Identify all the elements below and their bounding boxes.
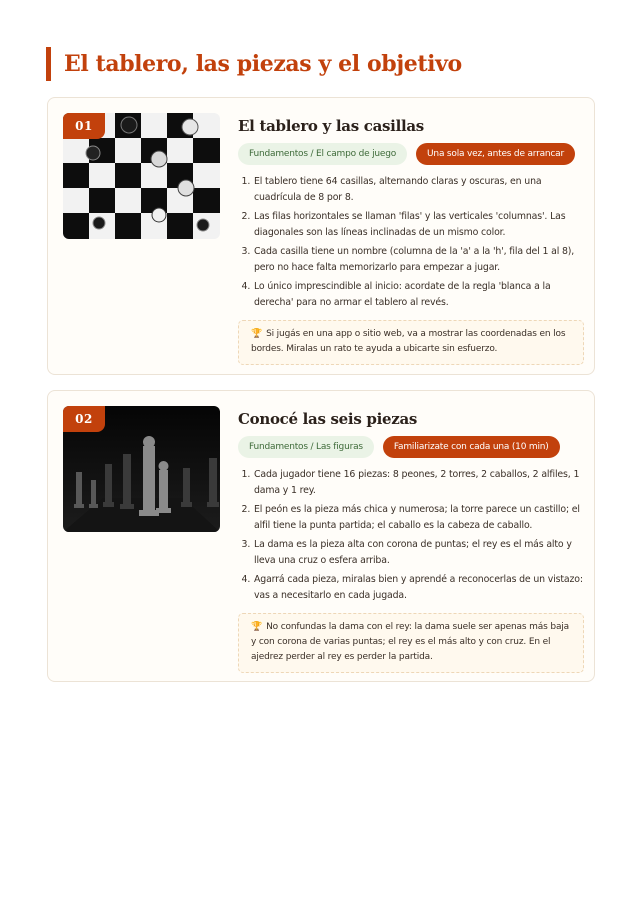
- step-number-badge: 01: [63, 113, 105, 139]
- step-title: Conocé las seis piezas: [238, 410, 418, 428]
- step-content: [238, 408, 584, 673]
- step-tags: [238, 143, 584, 165]
- trophy-icon: 🏆: [251, 329, 263, 339]
- time-tag: Familiarizate con cada una (10 min): [383, 436, 560, 458]
- page-title: El tablero, las piezas y el objetivo: [46, 47, 462, 81]
- step-number-badge: 02: [63, 406, 105, 432]
- step-tags: [238, 436, 584, 458]
- chessboard-photo: [63, 113, 220, 239]
- step-content: [238, 115, 584, 365]
- list-item: 1. Cada jugador tiene 16 piezas: 8 peones, 2 torres, 2 caballos, 2 alfiles, 1 dama y 1 rey.: [253, 467, 584, 499]
- step-title: El tablero y las casillas: [238, 117, 424, 135]
- tip-box: [238, 320, 584, 365]
- time-tag: Una sola vez, antes de arrancar: [416, 143, 575, 165]
- tip-box: [238, 613, 584, 673]
- step-card-1: [47, 97, 595, 375]
- trophy-icon: 🏆: [251, 622, 263, 632]
- step-list: [238, 467, 584, 604]
- step-card-2: [47, 390, 595, 682]
- category-tag: Fundamentos / El campo de juego: [238, 143, 407, 165]
- list-item: 1. El tablero tiene 64 casillas, alternando claras y oscuras, en una cuadrícula de 8 por 8.: [253, 174, 584, 206]
- list-item: 2. Las filas horizontales se llaman 'filas' y las verticales 'columnas'. Las diagonales son las líneas inclinadas de un mismo color.: [253, 209, 584, 241]
- list-item: 4. Lo único imprescindible al inicio: acordate de la regla 'blanca a la derecha' para no armar el tablero al revés.: [253, 279, 584, 311]
- list-item: 3. La dama es la pieza alta con corona de puntas; el rey es el más alto y lleva una cruz o esfera arriba.: [253, 537, 584, 569]
- list-item: 2. El peón es la pieza más chica y numerosa; la torre parece un castillo; el alfil tiene la punta partida; el caballo es la cabeza de caballo.: [253, 502, 584, 534]
- list-item: 4. Agarrá cada pieza, miralas bien y aprendé a reconocerlas de un vistazo: vas a necesitarlo en cada jugada.: [253, 572, 584, 604]
- list-item: 3. Cada casilla tiene un nombre (columna de la 'a' a la 'h', fila del 1 al 8), pero no hace falta memorizarlo para empezar a jugar.: [253, 244, 584, 276]
- tip-text: No confundas la dama con el rey: la dama suele ser apenas más baja y con corona de varias puntas; el rey es el más alto y con cruz. En el ajedrez perder al rey es perder la partida.: [251, 622, 570, 662]
- step-list: [238, 174, 584, 311]
- category-tag: Fundamentos / Las figuras: [238, 436, 374, 458]
- chess-pieces-dark-photo: [63, 406, 220, 532]
- tip-text: Si jugás en una app o sitio web, va a mostrar las coordenadas en los bordes. Miralas un rato te ayuda a ubicarte sin esfuerzo.: [251, 329, 566, 354]
